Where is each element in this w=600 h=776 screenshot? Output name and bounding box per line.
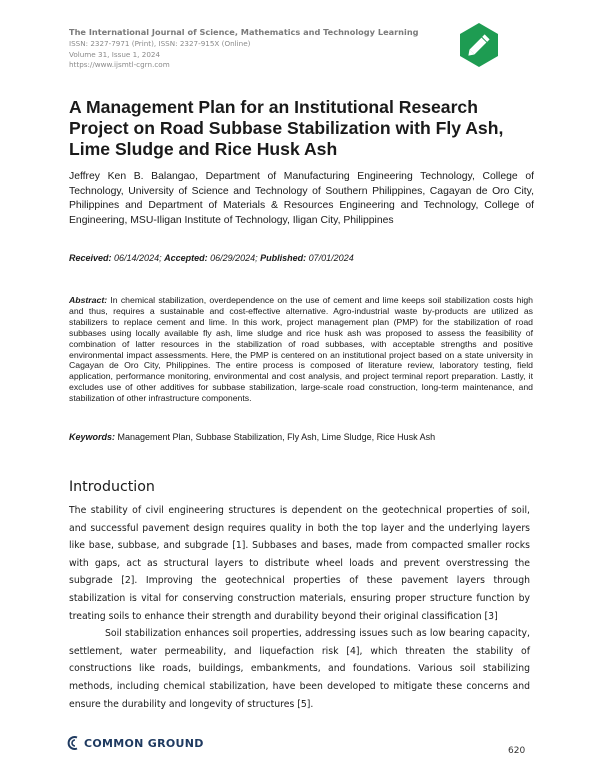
keywords-label: Keywords:: [69, 432, 116, 442]
published-date: 07/01/2024: [306, 253, 354, 263]
introduction-body: [69, 502, 530, 713]
abstract: [69, 295, 533, 404]
received-date: 06/14/2024;: [111, 253, 165, 263]
open-access-badge: [456, 22, 502, 68]
accepted-label: Accepted:: [164, 253, 208, 263]
publisher-name: COMMON GROUND: [84, 736, 204, 750]
page-number: 620: [508, 746, 526, 756]
journal-name: The International Journal of Science, Mathematics and Technology Learning: [69, 27, 419, 37]
keywords-text: Management Plan, Subbase Stabilization, Fly Ash, Lime Sludge, Rice Husk Ash: [115, 432, 436, 442]
section-heading-introduction: Introduction: [69, 479, 155, 495]
publication-dates: [69, 253, 539, 263]
keywords: [69, 432, 539, 442]
common-ground-logo-icon: [66, 735, 80, 751]
received-label: Received:: [69, 253, 112, 263]
pencil-icon: [456, 22, 502, 68]
paragraph: The stability of civil engineering structures is dependent on the geotechnical properties of soil, and successful pavement design requires quality in both the top layer and the underlying layers like base, subbase, and subgrade [1]. Subbases and bases, made from compacted smaller rocks with gaps, act as structural layers to distribute wheel loads and prevent overstressing the subgrade [2]. Improving the geotechnical properties of these pavement layers through stabilization is vital for conserving construction materials, ensuring proper structure function by treating soils to enhance their strength and durability beyond their original classification [3]: [69, 505, 530, 622]
publisher-logo: [66, 735, 204, 751]
journal-url: https://www.ijsmtl-cgrn.com: [69, 60, 170, 69]
published-label: Published:: [260, 253, 307, 263]
abstract-label: Abstract:: [69, 295, 108, 305]
journal-header: [69, 27, 449, 71]
abstract-text: In chemical stabilization, overdependence on the use of cement and lime keeps soil stabilization costs high and thus, requires a sustainable and cost-effective alternative. Agro-industrial waste by-products are utilized as stabilizers to replace cement and lime. In this work, project management plan (PMP) for the stabilization of road subbases using locally available fly ash, lime sludge and rice husk ash was proposed to assess the feasibility of combination of latter resources in the stabilization of road subbases, with acceptable strengths and positive environmental impact assessments. Here, the PMP is centered on an institutional project based on a state university in Cagayan de Oro City, Philippines. The entire process is composed of literature review, laboratory testing, field application, performance monitoring, environmental and cost analysis, and project terminal report preparation. Lastly, it excludes use of other additives for subbase stabilization, large-scale road construction, long-term maintenance, and stabilization of other infrastructure components.: [69, 295, 533, 404]
paragraph: Soil stabilization enhances soil properties, addressing issues such as low bearing capacity, settlement, water permeability, and liquefaction risk [4], which threaten the stability of constructions like roads, buildings, embankments, and foundations. Various soil stabilizing methods, including chemical stabilization, have been developed to mitigate these concerns and ensure the durability and longevity of structures [5].: [69, 628, 530, 710]
journal-issn: ISSN: 2327-7971 (Print), ISSN: 2327-915X (Online): [69, 39, 251, 48]
author-affiliations: Jeffrey Ken B. Balangao, Department of Manufacturing Engineering Technology, College of Technology, University of Science and Technology of Southern Philippines, Cagayan de Oro City, Philippines and Department of Materials & Resources Engineering and Technology, College of Engineering, MSU-Iligan Institute of Technology, Iligan City, Philippines: [69, 171, 534, 226]
article-title: A Management Plan for an Institutional Research Project on Road Subbase Stabilization with Fly Ash, Lime Sludge and Rice Husk Ash: [69, 97, 504, 159]
journal-volume: Volume 31, Issue 1, 2024: [69, 49, 161, 59]
accepted-date: 06/29/2024;: [207, 253, 261, 263]
